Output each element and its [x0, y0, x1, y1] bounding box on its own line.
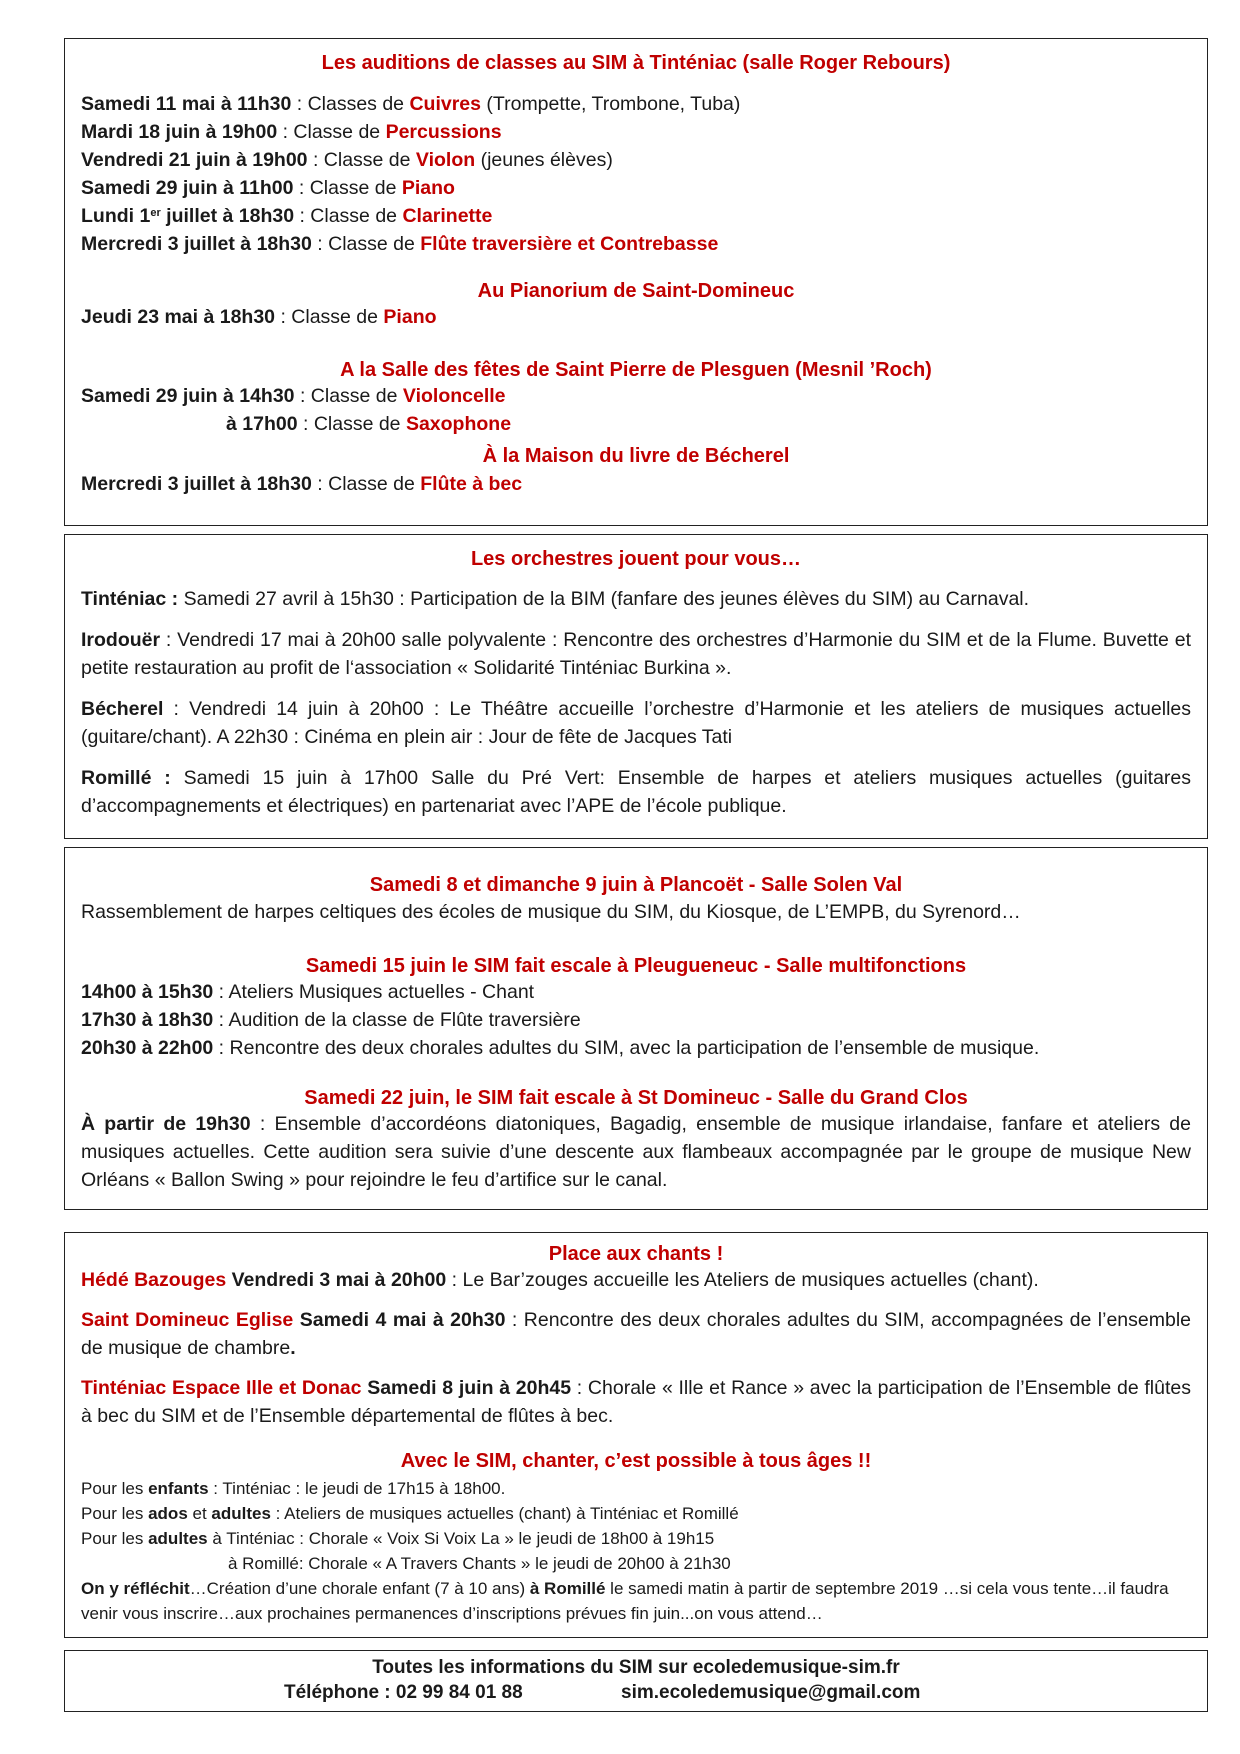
- audition-date: Mercredi 3 juillet à 18h30: [81, 473, 312, 495]
- singing-date: Samedi 4 mai à 20h30: [293, 1309, 506, 1331]
- audition-row: [81, 230, 740, 258]
- audition-sep: : Classe de: [275, 306, 384, 328]
- plancoet-text: Rassemblement de harpes celtiques des écoles de musique du SIM, du Kiosque, de L’EMPB, du Syrenord…: [81, 901, 1021, 923]
- orchestras-box: [64, 534, 1208, 839]
- orchestra-paragraph: [81, 764, 1191, 820]
- audition-sep: : Classe de: [293, 177, 402, 199]
- auditions-list: [81, 90, 740, 258]
- auditions-title: Les auditions de classes au SIM à Tinténiac (salle Roger Rebours): [321, 52, 951, 74]
- singing-date: Vendredi 3 mai à 20h00: [226, 1269, 447, 1291]
- audition-row: [81, 146, 740, 174]
- audition-date: à 17h00: [226, 413, 298, 435]
- audition-sep: : Classe de: [277, 121, 386, 143]
- contact-website-line: Toutes les informations du SIM sur ecoledemusique-sim.fr: [372, 1657, 900, 1678]
- plesguen-row: [81, 382, 506, 410]
- pleugueneuc-list: [81, 978, 1039, 1062]
- schedule-row: [81, 978, 1039, 1006]
- becherel-title: À la Maison du livre de Bécherel: [482, 445, 790, 467]
- audition-date: Samedi 29 juin à 11h00: [81, 177, 294, 199]
- audition-row: [81, 202, 740, 230]
- audition-detail: (jeunes élèves): [475, 149, 613, 171]
- audition-class: Cuivres: [409, 93, 481, 115]
- pleugueneuc-title: Samedi 15 juin le SIM fait escale à Pleugueneuc - Salle multifonctions: [305, 955, 967, 977]
- orchestra-text: Samedi 27 avril à 15h30 : Participation de la BIM (fanfare des jeunes élèves du SIM) au Carnaval.: [178, 588, 1030, 610]
- audition-date: Samedi 11 mai à 11h30: [81, 93, 292, 115]
- orchestra-place: Irodouër: [81, 629, 161, 651]
- offer-line: Pour les ados et adultes : Ateliers de musiques actuelles (chant) à Tinténiac et Romillé: [81, 1504, 739, 1523]
- singing-offers: [81, 1476, 1191, 1626]
- schedule-text: : Ateliers Musiques actuelles - Chant: [213, 981, 535, 1003]
- singing-list: [81, 1266, 1191, 1430]
- plancoet-title: Samedi 8 et dimanche 9 juin à Plancoët - Salle Solen Val: [369, 874, 903, 896]
- pianorium-title: Au Pianorium de Saint-Domineuc: [477, 280, 795, 302]
- audition-row: [81, 174, 740, 202]
- schedule-text: : Audition de la classe de Flûte traversière: [213, 1009, 581, 1031]
- singing-place: Hédé Bazouges: [81, 1269, 227, 1291]
- audition-sep: : Classe de: [294, 205, 403, 227]
- singing-title: Place aux chants !: [548, 1243, 724, 1265]
- orchestras-list: [81, 585, 1191, 820]
- audition-row: [81, 118, 740, 146]
- audition-sep: : Classe de: [307, 149, 416, 171]
- auditions-box: [64, 38, 1208, 526]
- schedule-time: 17h30 à 18h30: [81, 1009, 214, 1031]
- audition-sep: : Classes de: [291, 93, 410, 115]
- contact-email[interactable]: sim.ecoledemusique@gmail.com: [621, 1682, 921, 1703]
- audition-class: Flûte traversière et Contrebasse: [420, 233, 719, 255]
- orchestra-text: : Vendredi 14 juin à 20h00 : Le Théâtre accueille l’orchestre d’Harmonie et les ateliers de musiques actuelles (guitare/chant). A 22h30 : Cinéma en plein air : Jour de fête de Jacques Tati: [81, 698, 1191, 748]
- singing-place: Saint Domineuc Eglise: [81, 1309, 294, 1331]
- schedule-time: 20h30 à 22h00: [81, 1037, 214, 1059]
- orchestra-place: Tinténiac :: [81, 588, 179, 610]
- singing-subtitle: Avec le SIM, chanter, c’est possible à tous âges !!: [400, 1450, 872, 1472]
- orchestra-paragraph: [81, 695, 1191, 751]
- plesguen-title: A la Salle des fêtes de Saint Pierre de Plesguen (Mesnil ’Roch): [340, 359, 932, 381]
- st-domineuc-text: [81, 1110, 1191, 1194]
- offer-line: à Romillé: Chorale « A Travers Chants » le jeudi de 20h00 à 21h30: [228, 1554, 731, 1573]
- audition-detail: (Trompette, Trombone, Tuba): [481, 93, 741, 115]
- audition-date: Samedi 29 juin à 14h30: [81, 385, 295, 407]
- singing-date: Samedi 8 juin à 20h45: [361, 1377, 572, 1399]
- audition-date: Mardi 18 juin à 19h00: [81, 121, 278, 143]
- audition-date: Mercredi 3 juillet à 18h30: [81, 233, 312, 255]
- audition-class: Violon: [415, 149, 476, 171]
- singing-text: : Chorale « Ille et Rance » avec la participation de l’Ensemble de flûtes à bec du SIM et de l’Ensemble départemental de flûtes à bec.: [81, 1377, 1191, 1427]
- audition-date: Vendredi 21 juin à 19h00: [81, 149, 308, 171]
- singing-paragraph: [81, 1266, 1191, 1294]
- audition-class: Percussions: [385, 121, 502, 143]
- audition-class: Piano: [383, 306, 437, 328]
- schedule-text: : Rencontre des deux chorales adultes du SIM, avec la participation de l’ensemble de musique.: [213, 1037, 1040, 1059]
- singing-text: : Rencontre des deux chorales adultes du SIM, accompagnées de l’ensemble de musique de chambre: [81, 1309, 1192, 1359]
- singing-place: Tinténiac Espace Ille et Donac: [81, 1377, 362, 1399]
- orchestra-paragraph: [81, 585, 1191, 613]
- audition-row: [81, 90, 740, 118]
- st-domineuc-title: Samedi 22 juin, le SIM fait escale à St Domineuc - Salle du Grand Clos: [304, 1087, 968, 1109]
- audition-class: Saxophone: [405, 413, 512, 435]
- schedule-row: [81, 1006, 1039, 1034]
- singing-paragraph: [81, 1374, 1191, 1430]
- singing-box: [64, 1232, 1208, 1638]
- orchestra-text: : Vendredi 17 mai à 20h00 salle polyvalente : Rencontre des orchestres d’Harmonie du SIM et de la Flume. Buvette et petite restauration au profit de l‘association « Solidarité Tinténiac Burkina ».: [81, 629, 1191, 679]
- audition-sep: : Classe de: [294, 385, 403, 407]
- audition-class: Violoncelle: [402, 385, 506, 407]
- pianorium-row: [81, 303, 437, 331]
- schedule-text: : Ensemble d’accordéons diatoniques, Bagadig, ensemble de musique irlandaise, fanfare et ateliers de musiques actuelles. Cette audition sera suivie d’une descente aux flambeaux accompagnée par le groupe de musique New Orléans « Ballon Swing » pour rejoindre le feu d’artifice sur le canal.: [81, 1113, 1191, 1191]
- audition-date: Lundi 1er juillet à 18h30: [81, 205, 295, 227]
- plesguen-row: [226, 410, 511, 438]
- audition-sep: : Classe de: [311, 473, 421, 495]
- schedule-row: [81, 1034, 1039, 1062]
- singing-text-end: .: [290, 1337, 296, 1359]
- singing-text: : Le Bar’zouges accueille les Ateliers de musiques actuelles (chant).: [446, 1269, 1039, 1291]
- orchestra-text: Samedi 15 juin à 17h00 Salle du Pré Vert: Ensemble de harpes et ateliers musiques actuelles (guitares d’accompagnements et électriques) en partenariat avec l’APE de l’école publique.: [81, 767, 1191, 817]
- orchestras-title: Les orchestres jouent pour vous…: [470, 548, 802, 570]
- contact-box: [64, 1650, 1208, 1712]
- offer-line: Pour les adultes à Tinténiac : Chorale « Voix Si Voix La » le jeudi de 18h00 à 19h15: [81, 1529, 715, 1548]
- contact-phone: Téléphone : 02 99 84 01 88: [284, 1682, 523, 1703]
- audition-date: Jeudi 23 mai à 18h30: [81, 306, 276, 328]
- events-box: [64, 847, 1208, 1210]
- audition-class: Flûte à bec: [420, 473, 523, 495]
- becherel-row: [81, 470, 522, 498]
- offer-paragraph: On y réfléchit…Création d’une chorale enfant (7 à 10 ans) à Romillé le samedi matin à partir de septembre 2019 …si cela vous tente…il faudra venir vous inscrire…aux prochaines permanences d’inscriptions prévues fin juin...on vous attend…: [81, 1579, 1169, 1623]
- singing-paragraph: [81, 1306, 1191, 1362]
- schedule-time: À partir de 19h30: [81, 1113, 251, 1135]
- audition-sep: : Classe de: [297, 413, 406, 435]
- orchestra-place: Bécherel: [81, 698, 164, 720]
- orchestra-place: Romillé :: [81, 767, 171, 789]
- schedule-time: 14h00 à 15h30: [81, 981, 214, 1003]
- audition-class: Clarinette: [402, 205, 493, 227]
- audition-sep: : Classe de: [311, 233, 421, 255]
- orchestra-paragraph: [81, 626, 1191, 682]
- offer-line: Pour les enfants : Tinténiac : le jeudi de 17h15 à 18h00.: [81, 1479, 506, 1498]
- audition-class: Piano: [401, 177, 455, 199]
